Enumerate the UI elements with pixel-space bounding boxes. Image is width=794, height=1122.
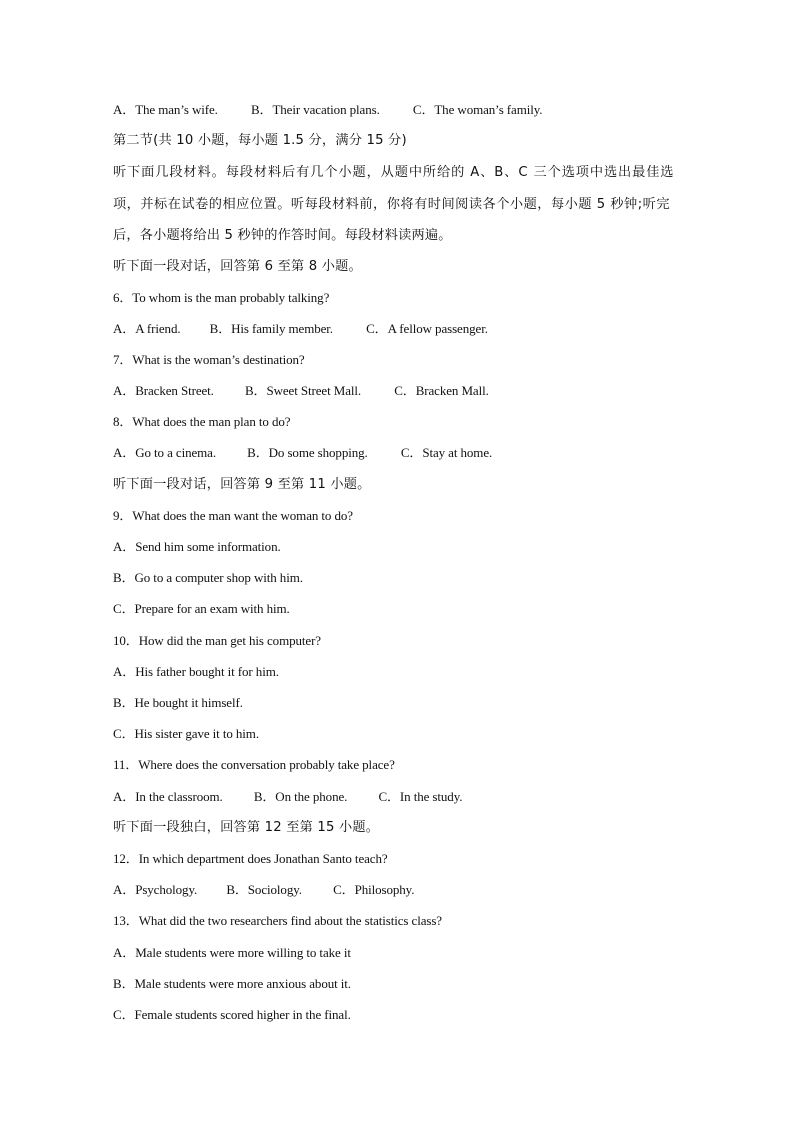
- q9-option-a: A．Send him some information.: [113, 539, 281, 554]
- q12-option-b: B．Sociology.: [226, 882, 302, 897]
- q13-option-a: A．Male students were more willing to take it: [113, 945, 351, 960]
- group-intro-9-11: 听下面一段对话，回答第 9 至第 11 小题。: [113, 477, 371, 492]
- q6-option-a: A．A friend.: [113, 321, 181, 336]
- q7-option-b: B．Sweet Street Mall.: [244, 383, 362, 398]
- q13-option-b: B．Male students were more anxious about it.: [113, 976, 351, 991]
- question-11-stem: 11．Where does the conversation probably take place?: [113, 757, 395, 772]
- q9-option-b: B．Go to a computer shop with him.: [113, 570, 303, 585]
- question-7-options: [113, 382, 489, 400]
- q13-option-c: C．Female students scored higher in the final.: [113, 1007, 351, 1022]
- q11-option-c: C．In the study.: [378, 789, 463, 804]
- question-6-options: [113, 320, 488, 338]
- q5-options-row: [113, 101, 542, 119]
- q12-option-a: A．Psychology.: [113, 882, 198, 897]
- q10-option-b: B．He bought it himself.: [113, 695, 243, 710]
- q5-option-b: B．Their vacation plans.: [250, 102, 380, 117]
- section-title: 第二节(共 10 小题，每小题 1.5 分，满分 15 分): [113, 133, 407, 148]
- question-8-stem: 8．What does the man plan to do?: [113, 414, 291, 429]
- question-8-options: [113, 444, 492, 462]
- q5-option-c: C．The woman’s family.: [412, 102, 543, 117]
- question-13-stem: 13．What did the two researchers find about the statistics class?: [113, 913, 442, 928]
- q10-option-a: A．His father bought it for him.: [113, 664, 279, 679]
- q11-option-b: B．On the phone.: [253, 789, 348, 804]
- q12-option-c: C．Philosophy.: [333, 882, 415, 897]
- question-11-options: [113, 788, 462, 806]
- question-7-stem: 7．What is the woman’s destination?: [113, 352, 305, 367]
- question-12-stem: 12．In which department does Jonathan Santo teach?: [113, 851, 388, 866]
- question-9-stem: 9．What does the man want the woman to do?: [113, 508, 353, 523]
- group-intro-12-15: 听下面一段独白，回答第 12 至第 15 小题。: [113, 820, 380, 835]
- group-intro-6-8: 听下面一段对话，回答第 6 至第 8 小题。: [113, 259, 362, 274]
- question-10-stem: 10．How did the man get his computer?: [113, 633, 321, 648]
- q10-option-c: C．His sister gave it to him.: [113, 726, 259, 741]
- q5-option-a: A．The man’s wife.: [113, 102, 218, 117]
- q11-option-a: A．In the classroom.: [113, 789, 223, 804]
- q6-option-b: B．His family member.: [209, 321, 333, 336]
- section-instruction-line-3: 后，各小题将给出 5 秒钟的作答时间。每段材料读两遍。: [113, 228, 452, 243]
- question-6-stem: 6．To whom is the man probably talking?: [113, 290, 330, 305]
- q8-option-c: C．Stay at home.: [400, 445, 493, 460]
- q8-option-a: A．Go to a cinema.: [113, 445, 216, 460]
- question-12-options: [113, 881, 414, 899]
- section-instruction-line-2: 项，并标在试卷的相应位置。听每段材料前，你将有时间阅读各个小题，每小题 5 秒钟;听完: [113, 197, 671, 212]
- section-instruction-line-1: 听下面几段材料。每段材料后有几个小题，从题中所给的 A、B、C 三个选项中选出最佳选: [113, 165, 675, 180]
- q7-option-a: A．Bracken Street.: [113, 383, 214, 398]
- q9-option-c: C．Prepare for an exam with him.: [113, 601, 290, 616]
- q8-option-b: B．Do some shopping.: [247, 445, 368, 460]
- q7-option-c: C．Bracken Mall.: [394, 383, 489, 398]
- q6-option-c: C．A fellow passenger.: [366, 321, 488, 336]
